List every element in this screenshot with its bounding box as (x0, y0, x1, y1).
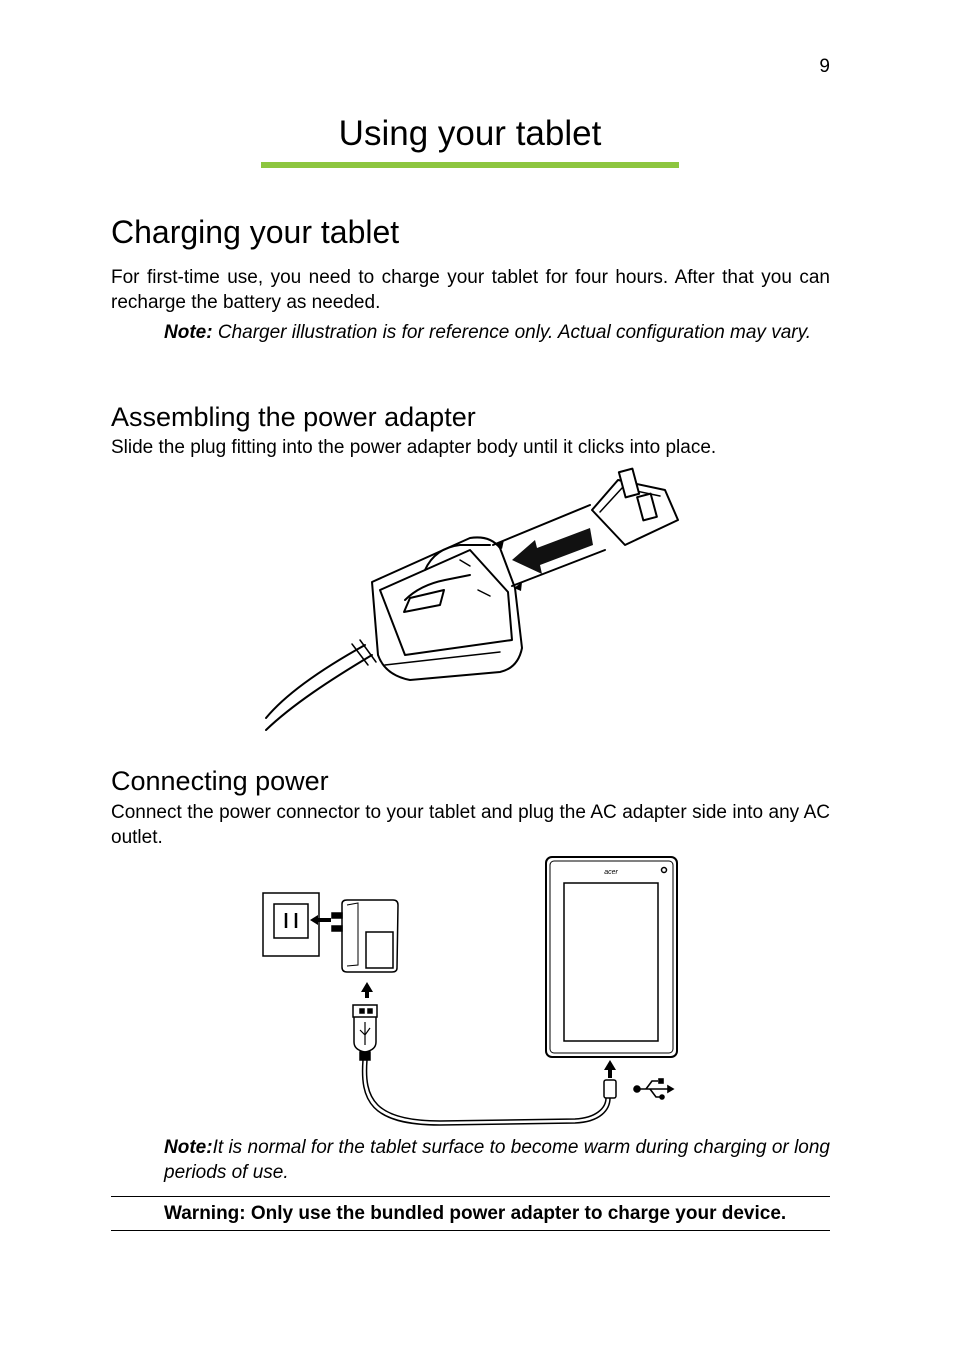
usb-cable (363, 1060, 610, 1125)
warning-text: Warning: Only use the bundled power adapter to charge your device. (164, 1203, 787, 1224)
chapter-title: Using your tablet (338, 114, 602, 153)
wall-outlet (263, 893, 319, 956)
tablet-brand-logo: acer (604, 869, 618, 876)
assembling-title: Assembling the power adapter (111, 402, 476, 432)
assembling-text: Slide the plug fitting into the power adapter body until it clicks into place. (111, 437, 717, 458)
usb-a-connector (353, 1005, 377, 1017)
note-text: Charger illustration is for reference only. Actual configuration may vary. (212, 322, 811, 343)
warning-top-rule (111, 1196, 830, 1197)
connecting-title: Connecting power (111, 766, 329, 796)
intro-paragraph: For first-time use, you need to charge your tablet for four hours. After that you can recharge the battery as needed. (111, 267, 830, 313)
note-text: It is normal for the tablet surface to become warm during charging or long periods of use. (164, 1137, 830, 1183)
note-label: Note: (164, 1137, 213, 1158)
note-label: Note: (164, 322, 213, 343)
warning-bottom-rule (111, 1230, 830, 1231)
section-title: Charging your tablet (111, 214, 400, 250)
ac-adapter (342, 900, 398, 972)
warm-surface-note (164, 1135, 830, 1185)
micro-usb-connector (604, 1080, 616, 1098)
arrow-into-adapter-icon (361, 982, 373, 998)
arrow-into-tablet-icon (604, 1060, 616, 1078)
tablet-screen (564, 883, 658, 1041)
usb-symbol-icon (634, 1079, 673, 1099)
connecting-text: Connect the power connector to your tablet and plug the AC adapter side into any AC outlet. (111, 802, 830, 848)
page-number: 9 (819, 56, 830, 77)
